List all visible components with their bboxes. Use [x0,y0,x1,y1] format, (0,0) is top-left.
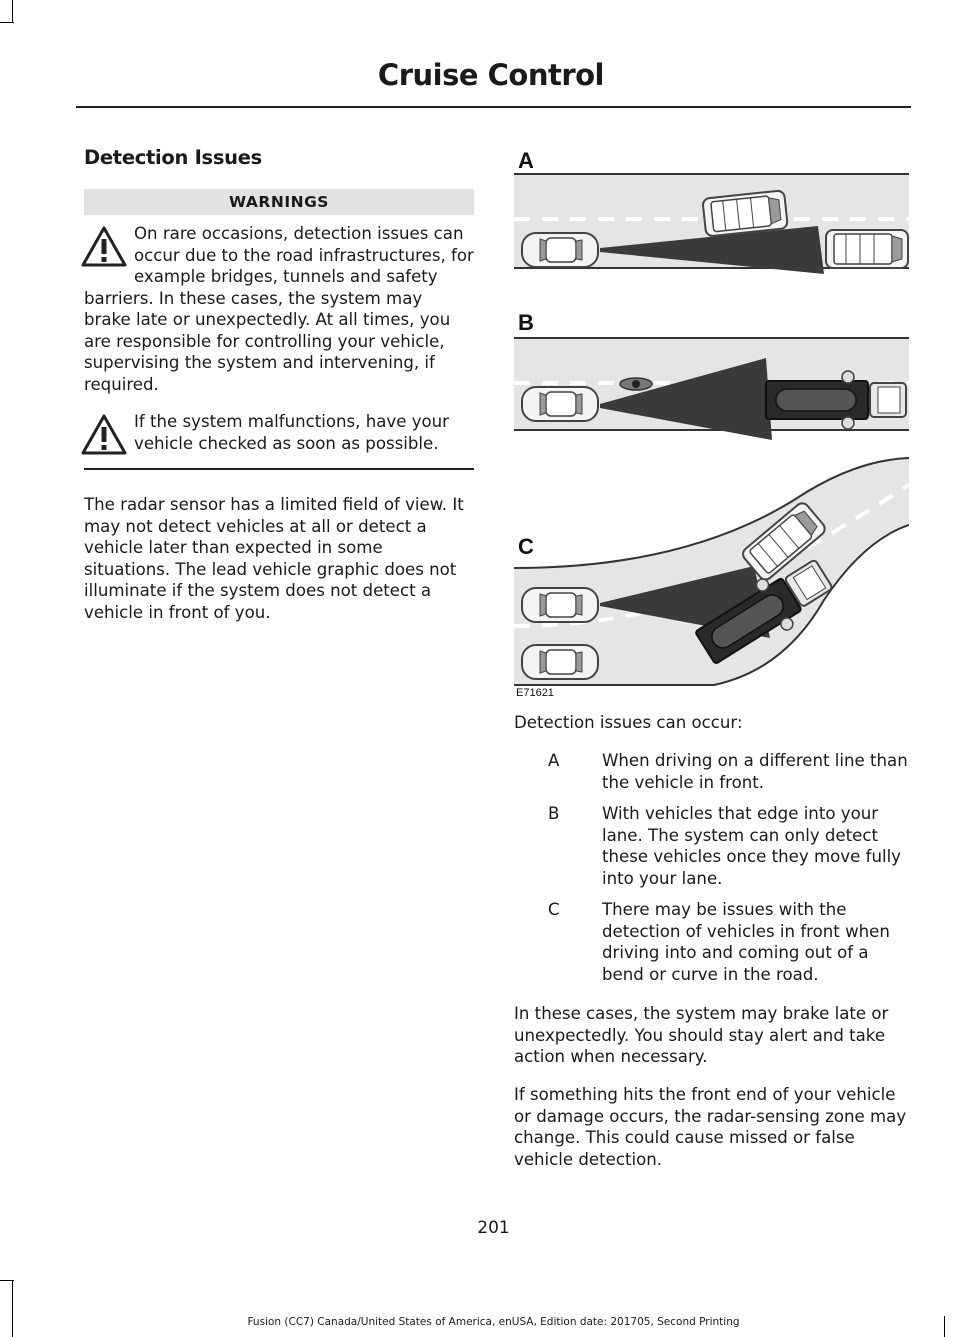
own-vehicle-a [522,233,598,267]
warning-item [84,223,474,395]
warning-triangle-icon [80,413,128,457]
list-item [514,803,909,889]
page-footer: Fusion (CC7) Canada/United States of America, enUSA, Edition date: 201705, Second Printing [247,1316,740,1328]
scene-a-label: A [518,148,534,173]
list-item-text: When driving on a different line than the vehicle in front. [602,751,908,792]
body-paragraph: The radar sensor has a limited field of view. It may not detect vehicles at all or detect a vehicle later than expected in some situations. The lead vehicle graphic does not illuminate if the system does not detect a vehicle in front of you. [84,495,464,622]
warning-item [84,411,474,454]
list-item-text: With vehicles that edge into your lane. The system can only detect these vehicles once they move fully into your lane. [602,804,902,888]
motorcycle [620,378,652,390]
list-intro: Detection issues can occur: [514,713,743,732]
list-item [514,899,909,985]
own-vehicle-b [522,387,598,421]
list-item [514,750,909,793]
detection-issues-illustration [514,140,909,700]
left-column [84,146,474,640]
other-vehicle-c [522,645,598,679]
lead-vehicle-a [702,190,788,236]
crop-mark [0,22,14,23]
list-item-letter: B [548,804,560,824]
right-column [514,140,909,1187]
scene-b-label: B [518,310,534,335]
figure-code: E71621 [516,687,554,699]
crop-mark [12,1280,13,1337]
crop-mark [12,0,13,22]
closing-paragraph: In these cases, the system may brake late or unexpectedly. You should stay alert and take action when necessary. [514,1004,889,1067]
warning-text: If the system malfunctions, have your vehicle checked as soon as possible. [134,412,450,453]
list-item-letter: A [548,751,560,771]
crop-mark [0,1280,14,1281]
list-item-text: There may be issues with the detection of vehicles in front when driving into and coming out of a bend or curve in the road. [602,900,890,984]
illustration-svg [514,140,909,700]
other-vehicle-a [826,230,908,268]
closing-paragraph: If something hits the front end of your vehicle or damage occurs, the radar-sensing zone may change. This could cause missed or false vehicle detection. [514,1085,907,1169]
warning-text: On rare occasions, detection issues can occur due to the road infrastructures, for example bridges, tunnels and safety barriers. In these cases, the system may brake late or unexpectedly. At all times, you are responsible for controlling your vehicle, supervising the system and intervening, if required. [84,224,474,394]
page-header-title: Cruise Control [377,58,604,92]
page-number: 201 [477,1218,510,1238]
own-vehicle-c [522,588,598,622]
section-title: Detection Issues [84,146,262,169]
scene-c-label: C [518,534,534,559]
warnings-heading: WARNINGS [84,189,474,215]
warnings-divider [84,468,474,470]
header-divider [76,106,911,108]
warning-triangle-icon [80,225,128,269]
list-item-letter: C [548,900,560,920]
